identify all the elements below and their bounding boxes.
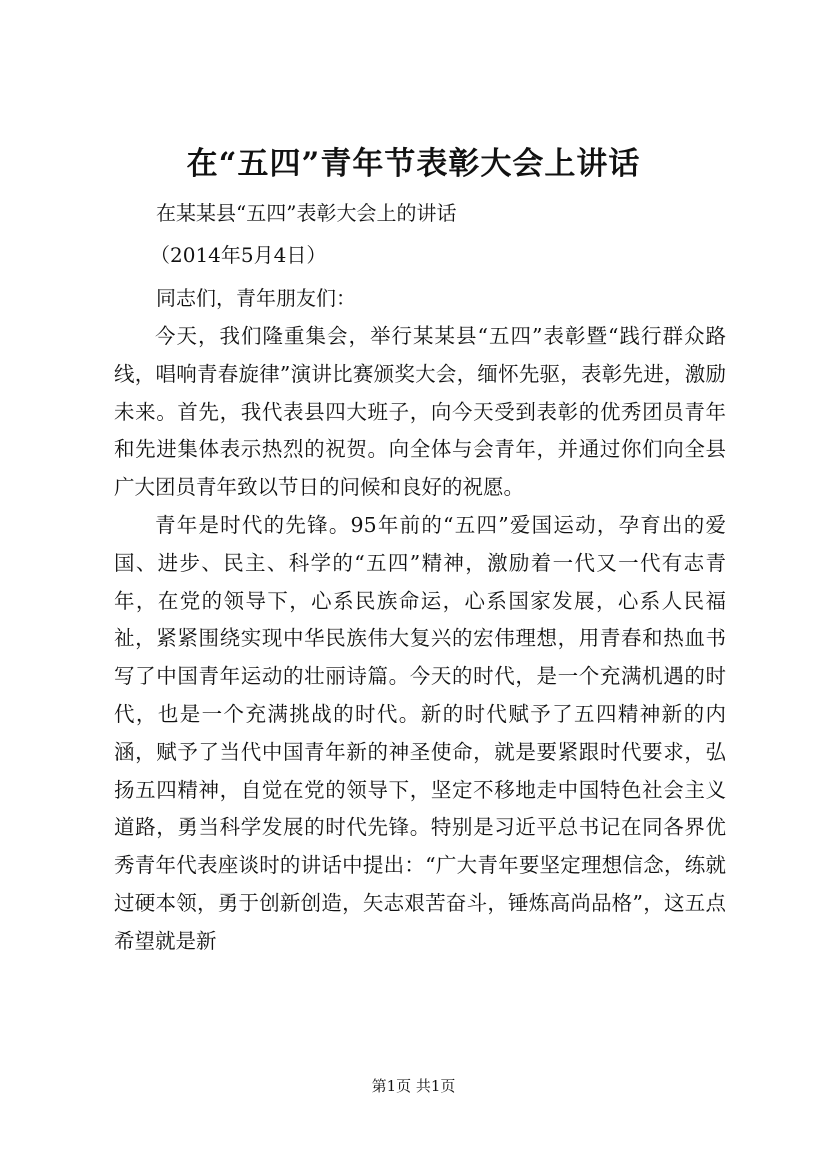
paragraph-1: 今天，我们隆重集会，举行某某县“五四”表彰暨“践行群众路线，唱响青春旋律”演讲比赛颁奖大会，缅怀先驱，表彰先进，激励未来。首先，我代表县四大班子，向今天受到表彰的优秀团员青年和先进集体表示热烈的祝贺。向全体与会青年，并通过你们向全县广大团员青年致以节日的问候和良好的祝愿。: [114, 324, 726, 500]
salutation: 同志们，青年朋友们：: [156, 286, 356, 310]
page-footer: 第1页 共1页: [371, 1077, 456, 1095]
document-title: 在“五四”青年节表彰大会上讲话: [186, 146, 641, 182]
document-date: （2014年5月4日）: [150, 243, 327, 267]
document-body: [114, 318, 726, 961]
paragraph-2: 青年是时代的先锋。95年前的“五四”爱国运动，孕育出的爱国、进步、民主、科学的“五四”精神，激励着一代又一代有志青年，在党的领导下，心系民族命运，心系国家发展，心系人民福祉，紧紧围绕实现中华民族伟大复兴的宏伟理想，用青春和热血书写了中国青年运动的壮丽诗篇。今天的时代，是一个充满机遇的时代，也是一个充满挑战的时代。新的时代赋予了五四精神新的内涵，赋予了当代中国青年新的神圣使命，就是要紧跟时代要求，弘扬五四精神，自觉在党的领导下，坚定不移地走中国特色社会主义道路，勇当科学发展的时代先锋。特别是习近平总书记在同各界优秀青年代表座谈时的讲话中提出：“广大青年要坚定理想信念，练就过硬本领，勇于创新创造，矢志艰苦奋斗，锤炼高尚品格”，这五点希望就是新: [114, 512, 726, 953]
document-subtitle: 在某某县“五四”表彰大会上的讲话: [156, 201, 457, 225]
